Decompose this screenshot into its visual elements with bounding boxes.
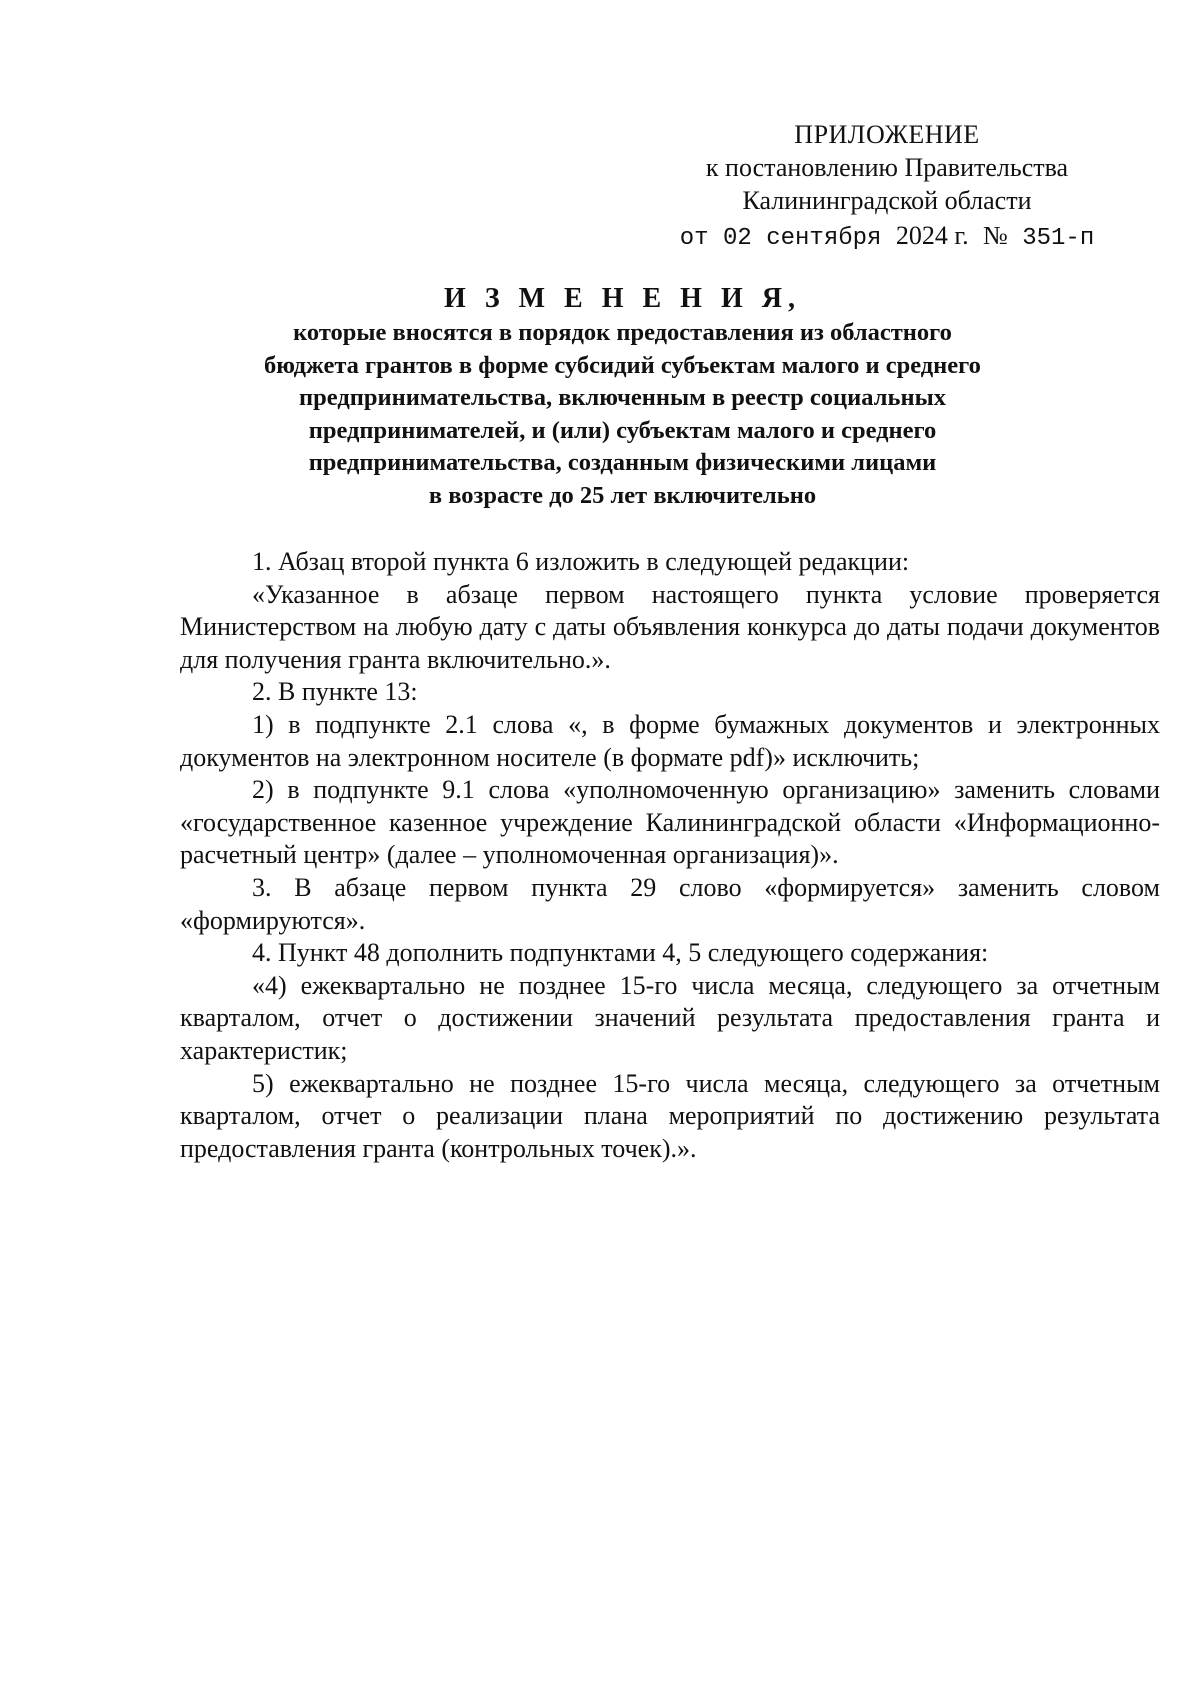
heading-title: И З М Е Н Е Н И Я, <box>444 283 801 314</box>
date-day-month: 02 сентября <box>723 225 882 252</box>
heading-subtitle-line: предпринимательства, созданным физическими лицами <box>308 449 937 476</box>
appendix-date-line <box>652 219 1122 255</box>
heading-subtitle-line: предпринимательства, включенным в реестр социальных <box>299 384 946 411</box>
appendix-line-2: Калининградской области <box>742 186 1032 215</box>
date-prefix: от <box>679 225 709 252</box>
paragraph-item-2: 2. В пункте 13: <box>252 677 418 707</box>
subparagraph-5: 5) ежеквартально не позднее 15-го числа месяца, следующего за отчетным кварталом, отчет о реализации плана мероприятий по достижению результата предоставления гранта (контрольных точек).». <box>180 1068 1160 1163</box>
heading-subtitle-line: в возрасте до 25 лет включительно <box>428 481 817 509</box>
subparagraph-1: 1) в подпункте 2.1 слова «, в форме бумажных документов и электронных документов на электронном носителе (в формате pdf)» исключить; <box>180 709 1160 772</box>
appendix-line-1: к постановлению Правительства <box>705 153 1069 182</box>
heading-subtitle-line: бюджета грантов в форме субсидий субъектам малого и среднего <box>264 351 981 379</box>
subparagraph-4: «4) ежеквартально не позднее 15-го числа месяца, следующего за отчетным кварталом, отчет о достижении значений результата предоставления гранта и характеристик; <box>180 970 1160 1065</box>
document-body <box>180 546 1160 1165</box>
heading-subtitle-line: которые вносятся в порядок предоставления из областного <box>293 319 952 346</box>
paragraph-item-1: 1. Абзац второй пункта 6 изложить в следующей редакции: <box>252 547 910 576</box>
paragraph-item-4: 4. Пункт 48 дополнить подпунктами 4, 5 следующего содержания: <box>252 938 989 968</box>
number-sign: № <box>982 221 1008 250</box>
subparagraph-2: 2) в подпункте 9.1 слова «уполномоченную организацию» заменить словами «государственное казенное учреждение Калининградской области «Информационно-расчетный центр» (далее – уполномоченная организация)». <box>180 775 1160 870</box>
appendix-block <box>652 118 1122 255</box>
paragraph-item-3: 3. В абзаце первом пункта 29 слово «формируется» заменить словом «формируются». <box>180 872 1160 935</box>
quoted-text: «Указанное в абзаце первом настоящего пункта условие проверяется Министерством на любую дату с даты объявления конкурса до даты подачи документов для получения гранта включительно.». <box>180 579 1160 674</box>
document-number: 351-п <box>1022 225 1095 252</box>
appendix-title: ПРИЛОЖЕНИЕ <box>794 120 980 149</box>
document-heading <box>180 281 1065 512</box>
date-year: 2024 г. <box>895 221 969 250</box>
heading-subtitle-line: предпринимателей, и (или) субъектам малого и среднего <box>308 416 937 444</box>
